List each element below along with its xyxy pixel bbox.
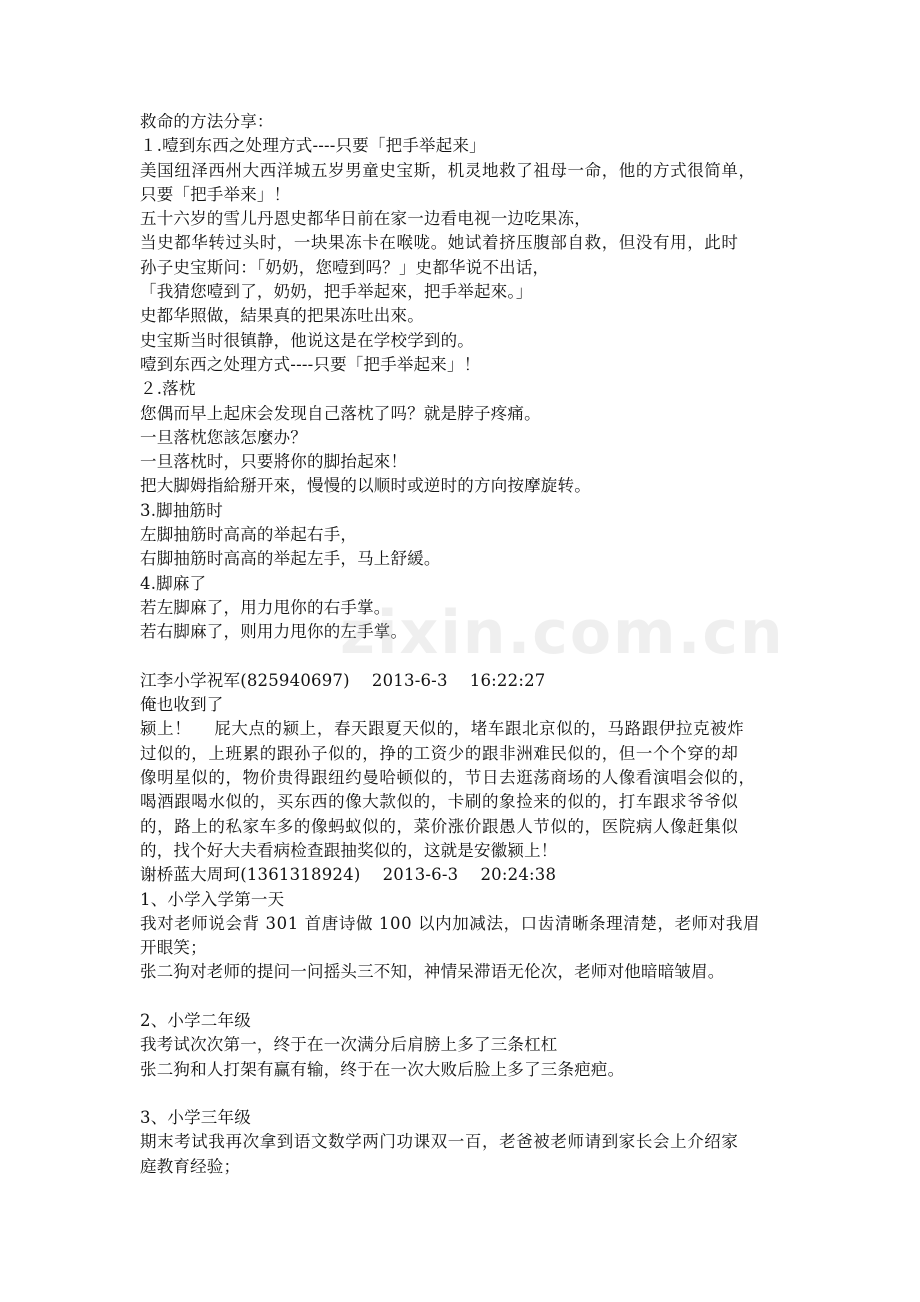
text-line: ２.落枕: [140, 379, 196, 399]
chat-header: 江李小学祝军(825940697) 2013-6-3 16:22:27: [140, 670, 546, 690]
text-line: 只要「把手举来」！: [140, 184, 291, 204]
text-line: 开眼笑；: [140, 938, 207, 958]
text-line: 孙子史宝斯问：「奶奶，您噎到吗？」史都华说不出话，: [140, 257, 550, 277]
text-line: 一旦落枕您該怎麼办？: [140, 427, 307, 447]
text-line: 当史都华转过头时，一块果冻卡在喉咙。她试着挤压腹部自救，但没有用，此时: [140, 233, 739, 253]
text-line: 像明星似的，物价贵得跟纽约曼哈顿似的，节日去逛荡商场的人像看演唱会似的，: [140, 768, 756, 788]
text-line: 张二狗和人打架有赢有输，终于在一次大败后脸上多了三条疤疤。: [140, 1059, 625, 1079]
text-line: 喝酒跟喝水似的，买东西的像大款似的，卡刷的象捡来的似的，打车跟求爷爷似: [140, 792, 739, 812]
text-line: 的，找个好大夫看病检查跟抽奖似的，这就是安徽颍上！: [140, 840, 558, 860]
text-line: 若右脚麻了，则用力甩你的左手掌。: [140, 622, 408, 642]
text-line: 庭教育经验；: [140, 1156, 241, 1176]
blank-line: [140, 1082, 790, 1106]
text-line: 2、小学二年级: [140, 1010, 251, 1030]
text-line: 左脚抽筋时高高的举起右手，: [140, 525, 358, 545]
chat-header: 谢桥蓝大周珂(1361318924) 2013-6-3 20:24:38: [140, 865, 557, 885]
text-line: 右脚抽筋时高高的举起左手，马上舒緩。: [140, 549, 441, 569]
document-body: [140, 110, 790, 1179]
text-line: 美国纽泽西州大西洋城五岁男童史宝斯，机灵地救了祖母一命，他的方式很简单，: [140, 160, 756, 180]
text-line: 若左脚麻了，用力甩你的右手掌。: [140, 597, 391, 617]
text-line: 噎到东西之处理方式----只要「把手举起来」！: [140, 354, 481, 374]
text-line: 4.脚麻了: [140, 573, 207, 593]
text-line: 的，路上的私家车多的像蚂蚁似的，菜价涨价跟愚人节似的，医院病人像赶集似: [140, 816, 739, 836]
text-line: 期末考试我再次拿到语文数学两门功课双一百，老爸被老师请到家长会上介绍家: [140, 1132, 739, 1152]
text-line: 3.脚抽筋时: [140, 500, 223, 520]
text-line: 把大脚姆指給掰开來，慢慢的以顺时或逆时的方向按摩旋转。: [140, 476, 591, 496]
text-line: 史都华照做，結果真的把果冻吐出來。: [140, 306, 424, 326]
text-line: 史宝斯当时很镇静，他说这是在学校学到的。: [140, 330, 474, 350]
text-line: 您偶而早上起床会发现自己落枕了吗？就是脖子疼痛。: [140, 403, 541, 423]
text-line: 我对老师说会背 301 首唐诗做 100 以内加减法，口齿清晰条理清楚，老师对我眉: [140, 913, 761, 933]
text-line: 俺也收到了: [140, 695, 224, 715]
text-line: 张二狗对老师的提问一问摇头三不知，神情呆滞语无伦次，老师对他暗暗皱眉。: [140, 962, 725, 982]
text-line: 过似的，上班累的跟孙子似的，挣的工资少的跟非洲难民似的，但一个个穿的却: [140, 743, 739, 763]
blank-line: [140, 645, 790, 669]
text-line: 颍上！ 屁大点的颍上，春天跟夏天似的，堵车跟北京似的，马路跟伊拉克被炸: [140, 719, 745, 739]
blank-line: [140, 985, 790, 1009]
text-line: 我考试次次第一，终于在一次满分后肩膀上多了三条杠杠: [140, 1035, 558, 1055]
text-line: 3、小学三年级: [140, 1108, 251, 1128]
text-line: 「我猜您噎到了，奶奶，把手举起來，把手举起來。」: [140, 282, 533, 302]
text-line: 五十六岁的雪儿丹恩史都华日前在家一边看电视一边吃果冻，: [140, 209, 591, 229]
watermark: zixin.com.cn: [340, 598, 785, 668]
text-line: 1、小学入学第一天: [140, 889, 285, 909]
text-line: 一旦落枕时，只要將你的脚抬起來！: [140, 452, 408, 472]
text-line: １.噎到东西之处理方式----只要「把手举起来」: [140, 136, 486, 156]
text-line: 救命的方法分享：: [140, 112, 274, 131]
